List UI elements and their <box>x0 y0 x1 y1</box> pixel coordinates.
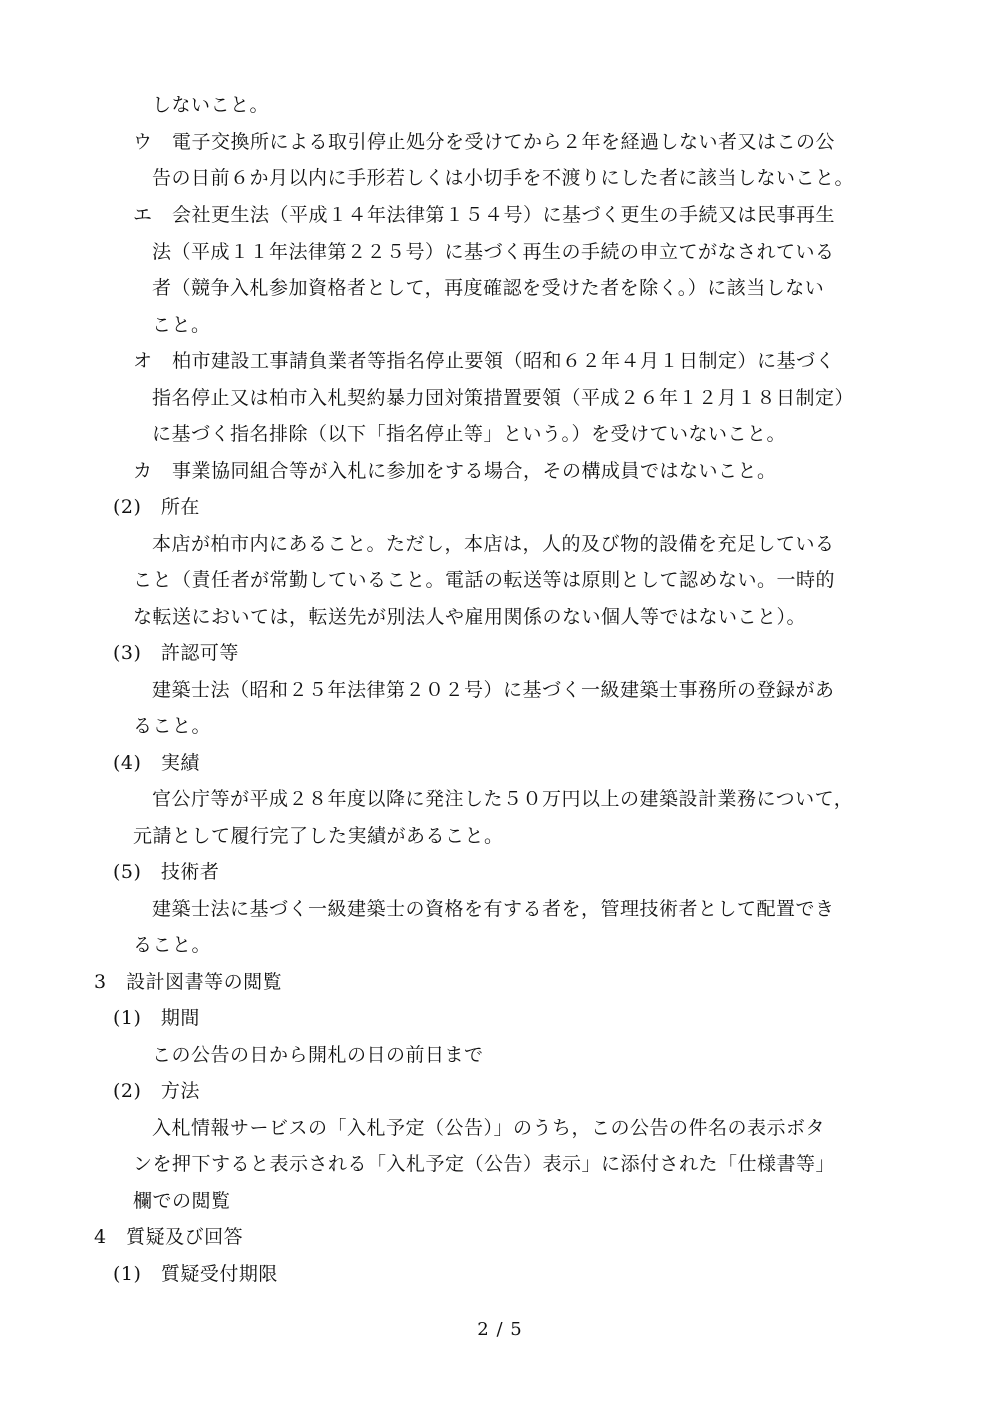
text-line: 告の日前６か月以内に手形若しくは小切手を不渡りにした者に該当しないこと。 <box>152 167 855 189</box>
text-line: 者（競争入札参加資格者として，再度確認を受けた者を除く。）に該当しない <box>152 277 825 299</box>
text-line: 建築士法に基づく一級建築士の資格を有する者を，管理技術者として配置でき <box>152 898 835 920</box>
text-line: こと（責任者が常勤していること。電話の転送等は原則として認めない。一時的 <box>133 569 836 591</box>
section-heading: (2) 方法 <box>113 1080 200 1102</box>
text-line: この公告の日から開札の日の前日まで <box>152 1044 484 1066</box>
text-line: 指名停止又は柏市入札契約暴力団対策措置要領（平成２６年１２月１８日制定） <box>152 387 855 409</box>
section-heading: (1) 期間 <box>113 1007 200 1029</box>
text-line: こと。 <box>152 314 211 336</box>
page-number: 2 / 5 <box>477 1319 523 1340</box>
section-heading: (2) 所在 <box>113 496 200 518</box>
text-line: しないこと。 <box>152 94 270 116</box>
section-heading: (1) 質疑受付期限 <box>113 1263 278 1285</box>
text-line: 欄での閲覧 <box>133 1190 231 1212</box>
text-line: オ 柏市建設工事請負業者等指名停止要領（昭和６２年４月１日制定）に基づく <box>133 350 836 372</box>
text-line: 本店が柏市内にあること。ただし，本店は，人的及び物的設備を充足している <box>152 533 835 555</box>
text-line: 官公庁等が平成２８年度以降に発注した５０万円以上の建築設計業務について， <box>152 788 854 810</box>
text-line: に基づく指名排除（以下「指名停止等」という。）を受けていないこと。 <box>152 423 787 445</box>
text-line: 入札情報サービスの「入札予定（公告）」のうち，この公告の件名の表示ボタ <box>152 1117 826 1139</box>
text-line: ンを押下すると表示される「入札予定（公告）表示」に添付された「仕様書等」 <box>133 1153 836 1175</box>
text-line: 元請として履行完了した実績があること。 <box>133 825 504 847</box>
text-line: ること。 <box>133 934 212 956</box>
text-line: エ 会社更生法（平成１４年法律第１５４号）に基づく更生の手続又は民事再生 <box>133 204 836 226</box>
section-heading: (5) 技術者 <box>113 861 220 883</box>
text-line: ること。 <box>133 715 212 737</box>
section-heading: (3) 許認可等 <box>113 642 239 664</box>
text-line: 法（平成１１年法律第２２５号）に基づく再生の手続の申立てがなされている <box>152 241 835 263</box>
text-line: カ 事業協同組合等が入札に参加をする場合，その構成員ではないこと。 <box>133 460 777 482</box>
text-line: な転送においては，転送先が別法人や雇用関係のない個人等ではないこと）。 <box>133 606 807 628</box>
chapter-heading: 3 設計図書等の閲覧 <box>94 971 283 993</box>
section-heading: (4) 実績 <box>113 752 200 774</box>
text-line: ウ 電子交換所による取引停止処分を受けてから２年を経過しない者又はこの公 <box>133 131 836 153</box>
text-line: 建築士法（昭和２５年法律第２０２号）に基づく一級建築士事務所の登録があ <box>152 679 835 701</box>
chapter-heading: 4 質疑及び回答 <box>94 1226 244 1248</box>
